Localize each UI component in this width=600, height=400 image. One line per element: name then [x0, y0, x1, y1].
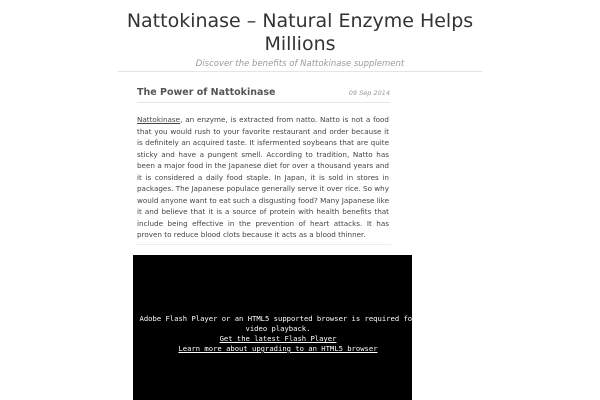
- post-title[interactable]: The Power of Nattokinase: [137, 87, 276, 98]
- video-requirement-text: Adobe Flash Player or an HTML5 supported browser is required for video playback.: [139, 314, 417, 333]
- post: [132, 84, 392, 241]
- video-player[interactable]: [133, 255, 417, 400]
- post-body: [137, 114, 389, 241]
- nattokinase-link[interactable]: Nattokinase: [137, 115, 181, 124]
- header-divider: [118, 71, 482, 72]
- post-divider: [136, 244, 391, 245]
- post-date: 09 Sep 2014: [348, 89, 390, 97]
- post-body-text: , an enzyme, is extracted from natto. Natto is not a food that you would rush to your favorite restaurant and order because it is definitely an acquired taste. It isfermented soybeans that are quite sticky and have a pungent smell. According to tradition, Natto has been a major food in the Japanese diet for over a thousand years and it is considered a daily food staple. In Japan, it is sold in stores in packages. The Japanese populace generally serve it over rice. So why would anyone want to eat such a disgusting food? Many Japanese like it and believe that it is a source of protein with health benefits that include being effective in the prevention of heart attacks. It has proven to reduce blood clots because it acts as a blood thinner.: [137, 115, 390, 239]
- post-header: [137, 84, 390, 103]
- video-fallback-message: [133, 314, 423, 354]
- site-header: [0, 10, 600, 69]
- site-title[interactable]: Nattokinase – Natural Enzyme Helps Millions: [126, 10, 474, 55]
- get-flash-player-link[interactable]: Get the latest Flash Player: [219, 334, 337, 343]
- upgrade-html5-browser-link[interactable]: Learn more about upgrading to an HTML5 browser: [178, 344, 378, 353]
- site-tagline: Discover the benefits of Nattokinase supplement: [195, 59, 405, 69]
